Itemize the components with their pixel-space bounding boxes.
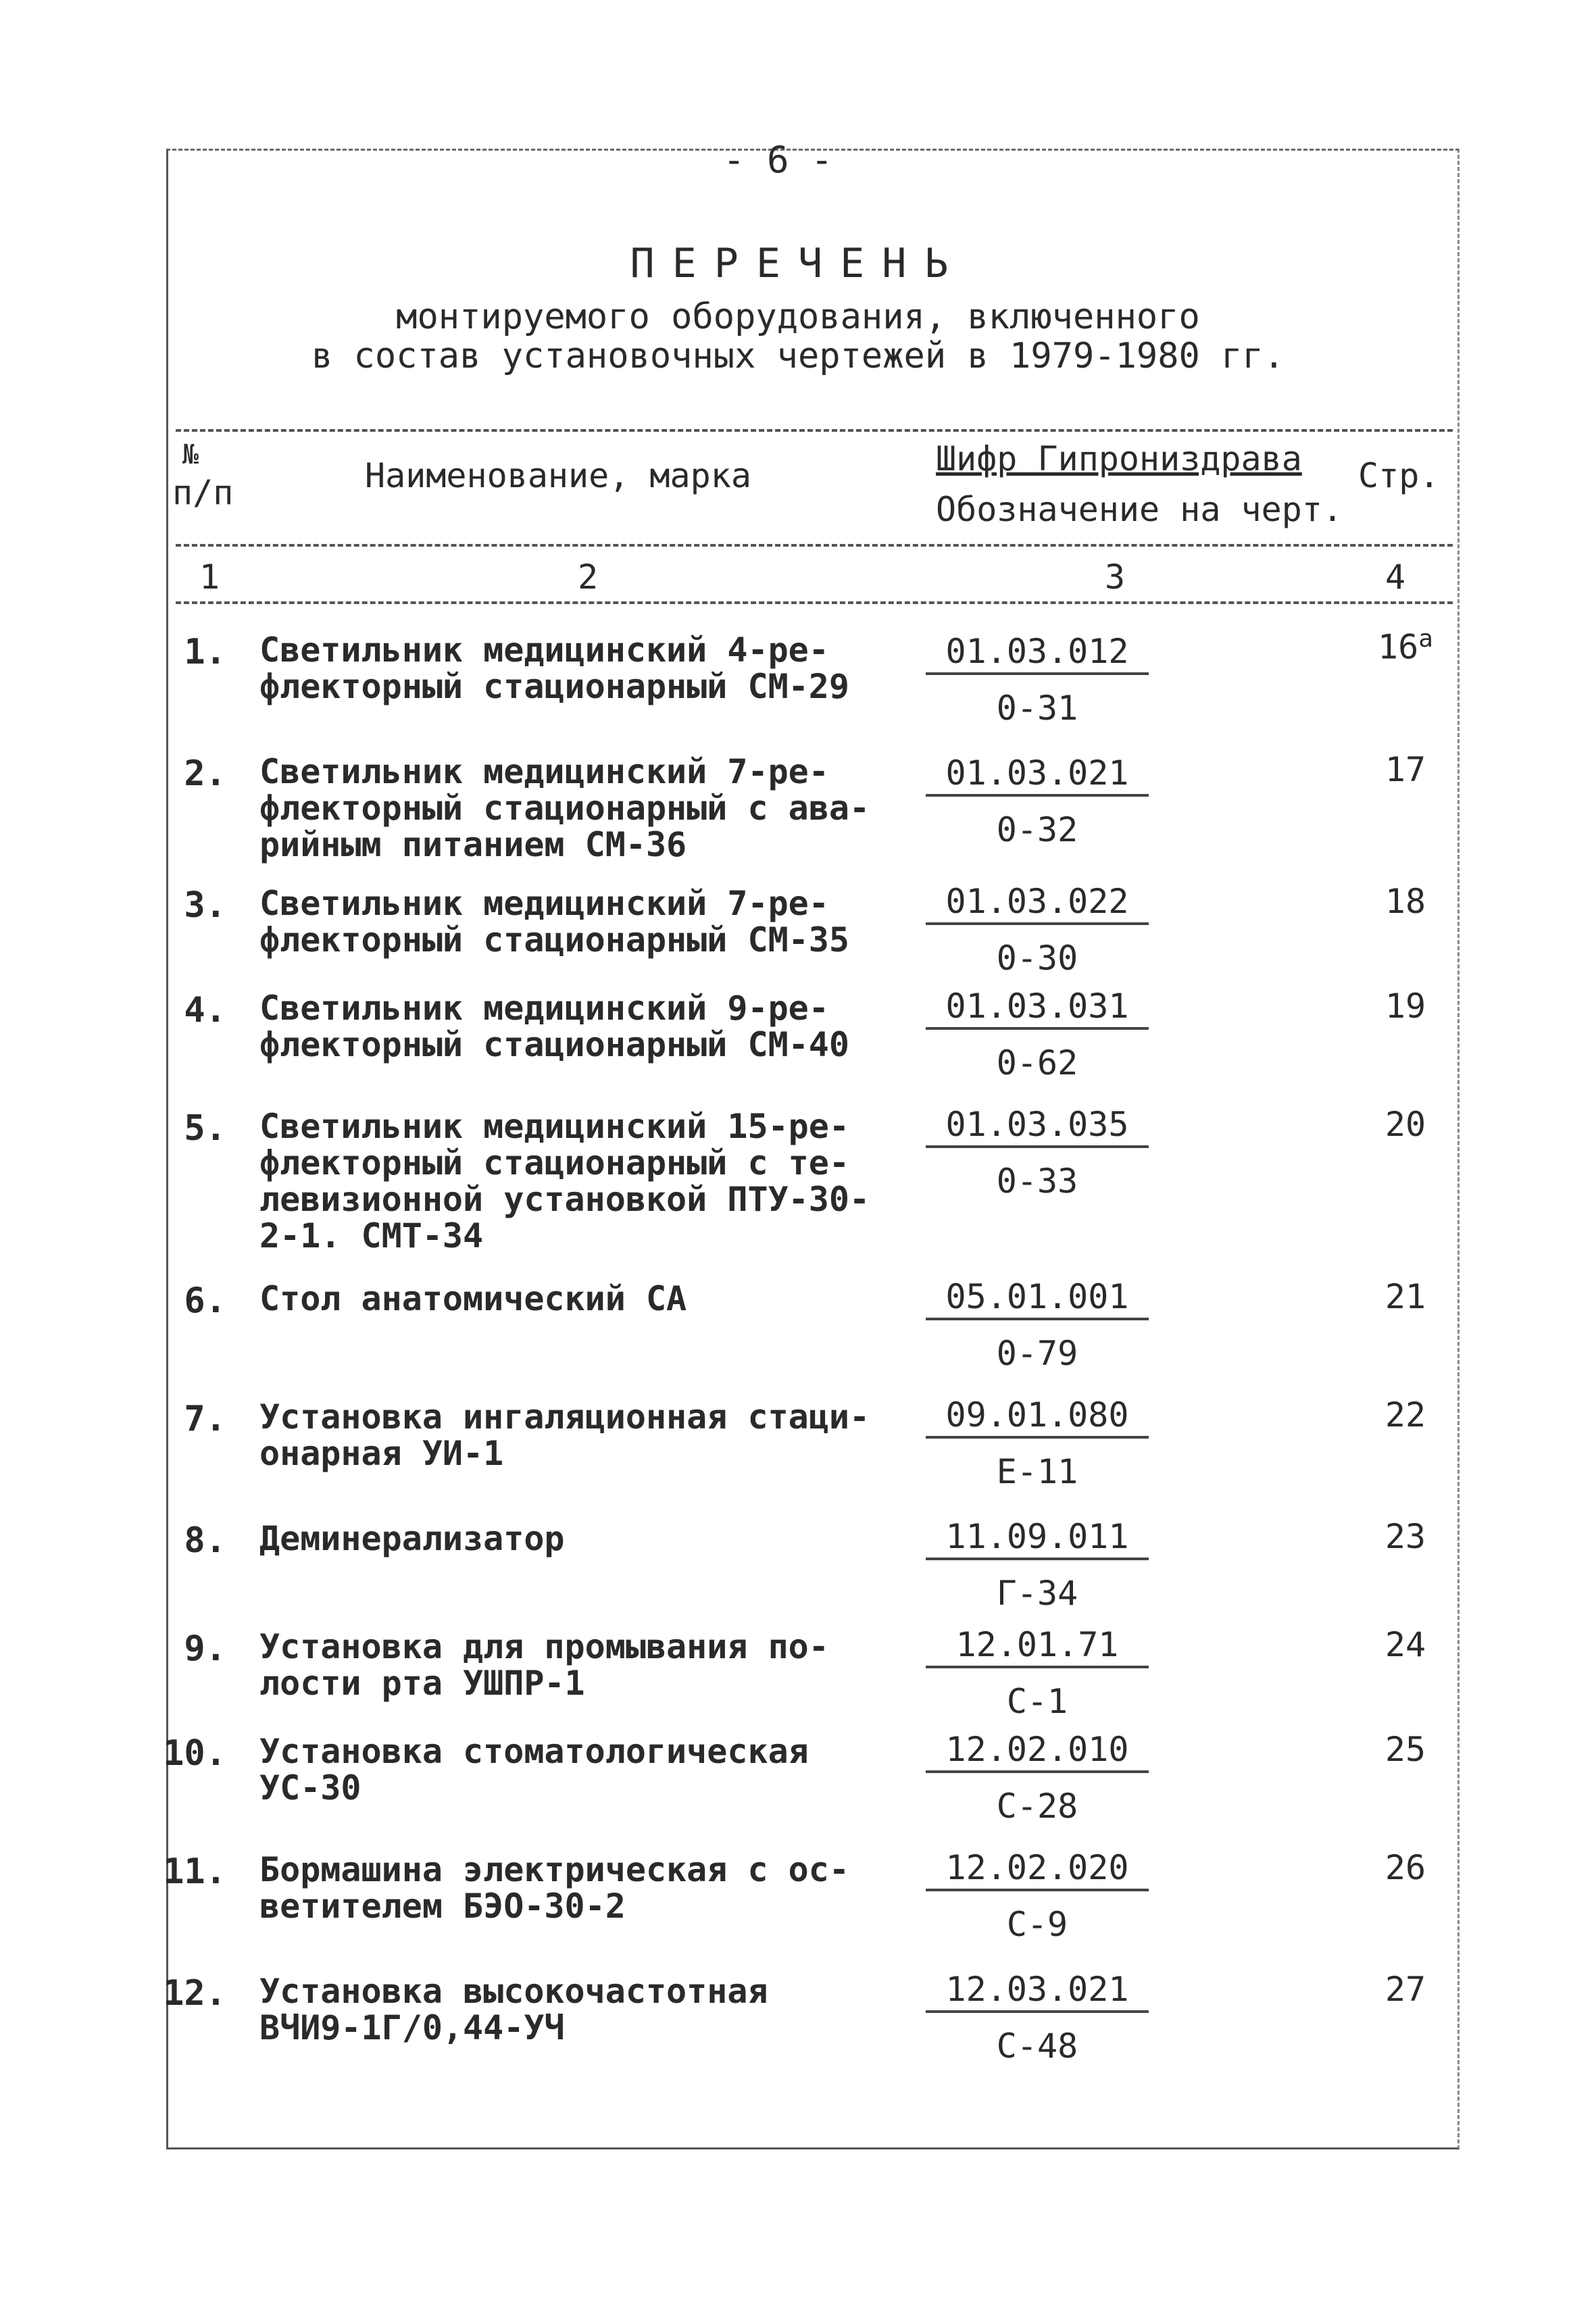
row-code: 12.01.71 (926, 1625, 1149, 1668)
row-code: 12.02.020 (926, 1848, 1149, 1891)
document-subtitle-line1: монтируемого оборудования, включенного (396, 297, 1200, 337)
row-code: 12.02.010 (926, 1730, 1149, 1773)
row-code-block (926, 1105, 1149, 1201)
row-number: 12. (163, 1973, 226, 2014)
row-page: 25 (1385, 1730, 1426, 1769)
row-code-block (926, 632, 1149, 728)
row-code: 01.03.021 (926, 753, 1149, 797)
row-code: 11.09.011 (926, 1517, 1149, 1560)
row-number: 2. (184, 753, 226, 794)
row-item-name: Установка стоматологическая УС-30 (259, 1732, 809, 1808)
row-code: 01.03.035 (926, 1105, 1149, 1148)
header-col4: Стр. (1358, 456, 1440, 495)
row-page-superscript: а (1418, 625, 1433, 653)
row-code: 12.03.021 (926, 1970, 1149, 2013)
row-item-name: Установка ингаляционная стаци- онарная УИ-1 (259, 1397, 870, 1473)
row-code-block (926, 1730, 1149, 1826)
row-drawing-mark: С-9 (1006, 1905, 1068, 1944)
row-page: 16 (1378, 627, 1419, 667)
header-col3-line2: Обозначение на черт. (936, 490, 1343, 529)
header-col3-line1: Шифр Гипрониздрава (936, 439, 1302, 478)
row-code: 05.01.001 (926, 1277, 1149, 1320)
row-drawing-mark: 0-30 (996, 939, 1078, 978)
row-number: 1. (184, 632, 226, 672)
row-number: 9. (184, 1628, 226, 1669)
row-number: 8. (184, 1520, 226, 1561)
row-drawing-mark: 0-31 (996, 689, 1078, 728)
row-drawing-mark: 0-33 (996, 1162, 1078, 1201)
row-item-name: Светильник медицинский 7-ре- флекторный стационарный СМ-35 (259, 884, 849, 960)
row-item-name: Стол анатомический СА (259, 1279, 687, 1318)
row-drawing-mark: С-28 (996, 1787, 1078, 1826)
row-page: 19 (1385, 987, 1426, 1026)
header-col1-line2: п/п (172, 473, 234, 512)
row-code-block (926, 1517, 1149, 1613)
row-drawing-mark: 0-62 (996, 1043, 1078, 1082)
row-page: 18 (1385, 882, 1426, 921)
row-item-name: Установка высокочастотная ВЧИ9-1Г/0,44-УЧ (259, 1972, 768, 2047)
header-num-2: 2 (578, 557, 599, 597)
header-col2: Наименование, марка (365, 456, 751, 495)
row-code-block (926, 987, 1149, 1082)
row-number: 6. (184, 1280, 226, 1321)
row-drawing-mark: Е-11 (996, 1452, 1078, 1491)
row-page: 21 (1385, 1277, 1426, 1316)
row-code-block (926, 882, 1149, 978)
row-item-name: Установка для промывания по- лости рта УШПР-1 (259, 1627, 829, 1703)
row-item-name: Деминерализатор (259, 1519, 565, 1558)
header-middle-rule (176, 544, 1453, 547)
row-drawing-mark: Г-34 (996, 1574, 1078, 1613)
row-drawing-mark: 0-32 (996, 810, 1078, 849)
row-item-name: Светильник медицинский 7-ре- флекторный стационарный с ава- рийным питанием СМ-36 (259, 752, 870, 864)
row-number: 7. (184, 1399, 226, 1439)
row-item-name: Бормашина электрическая с ос- ветителем БЭО-30-2 (259, 1850, 849, 1926)
row-item-name: Светильник медицинский 15-ре- флекторный стационарный с те- левизионной установкой ПТУ-30- 2-1. СМТ-34 (259, 1107, 870, 1255)
row-drawing-mark: С-48 (996, 2026, 1078, 2066)
row-code-block (926, 1277, 1149, 1373)
row-drawing-mark: С-1 (1006, 1682, 1068, 1721)
row-page: 22 (1385, 1395, 1426, 1435)
row-code-block (926, 1970, 1149, 2066)
row-code-block (926, 1625, 1149, 1721)
header-num-1: 1 (199, 557, 220, 597)
document-subtitle-line2: в состав установочных чертежей в 1979-1980 гг. (311, 336, 1285, 376)
page-number: - 6 - (723, 139, 833, 181)
row-code: 09.01.080 (926, 1395, 1149, 1439)
row-number: 11. (163, 1851, 226, 1892)
row-code-block (926, 753, 1149, 849)
row-code: 01.03.012 (926, 632, 1149, 675)
row-page: 26 (1385, 1848, 1426, 1887)
header-num-4: 4 (1385, 557, 1406, 597)
row-code: 01.03.022 (926, 882, 1149, 925)
row-drawing-mark: 0-79 (996, 1334, 1078, 1373)
row-page: 27 (1385, 1970, 1426, 2009)
row-page: 24 (1385, 1625, 1426, 1664)
row-code-block (926, 1848, 1149, 1944)
row-item-name: Светильник медицинский 4-ре- флекторный стационарный СМ-29 (259, 630, 849, 706)
header-col1-line1: № (182, 439, 199, 470)
row-code-block (926, 1395, 1149, 1491)
row-number: 3. (184, 885, 226, 926)
row-number: 5. (184, 1108, 226, 1149)
header-num-3: 3 (1105, 557, 1126, 597)
header-top-rule (176, 429, 1453, 432)
header-bottom-rule (176, 601, 1453, 604)
row-page: 17 (1385, 750, 1426, 789)
row-page: 20 (1385, 1105, 1426, 1144)
row-page-cell (1365, 625, 1446, 667)
row-number: 4. (184, 990, 226, 1030)
row-code: 01.03.031 (926, 987, 1149, 1030)
row-item-name: Светильник медицинский 9-ре- флекторный стационарный СМ-40 (259, 989, 849, 1064)
row-page: 23 (1385, 1517, 1426, 1556)
document-title: ПЕРЕЧЕНЬ (630, 240, 966, 287)
row-number: 10. (163, 1733, 226, 1774)
